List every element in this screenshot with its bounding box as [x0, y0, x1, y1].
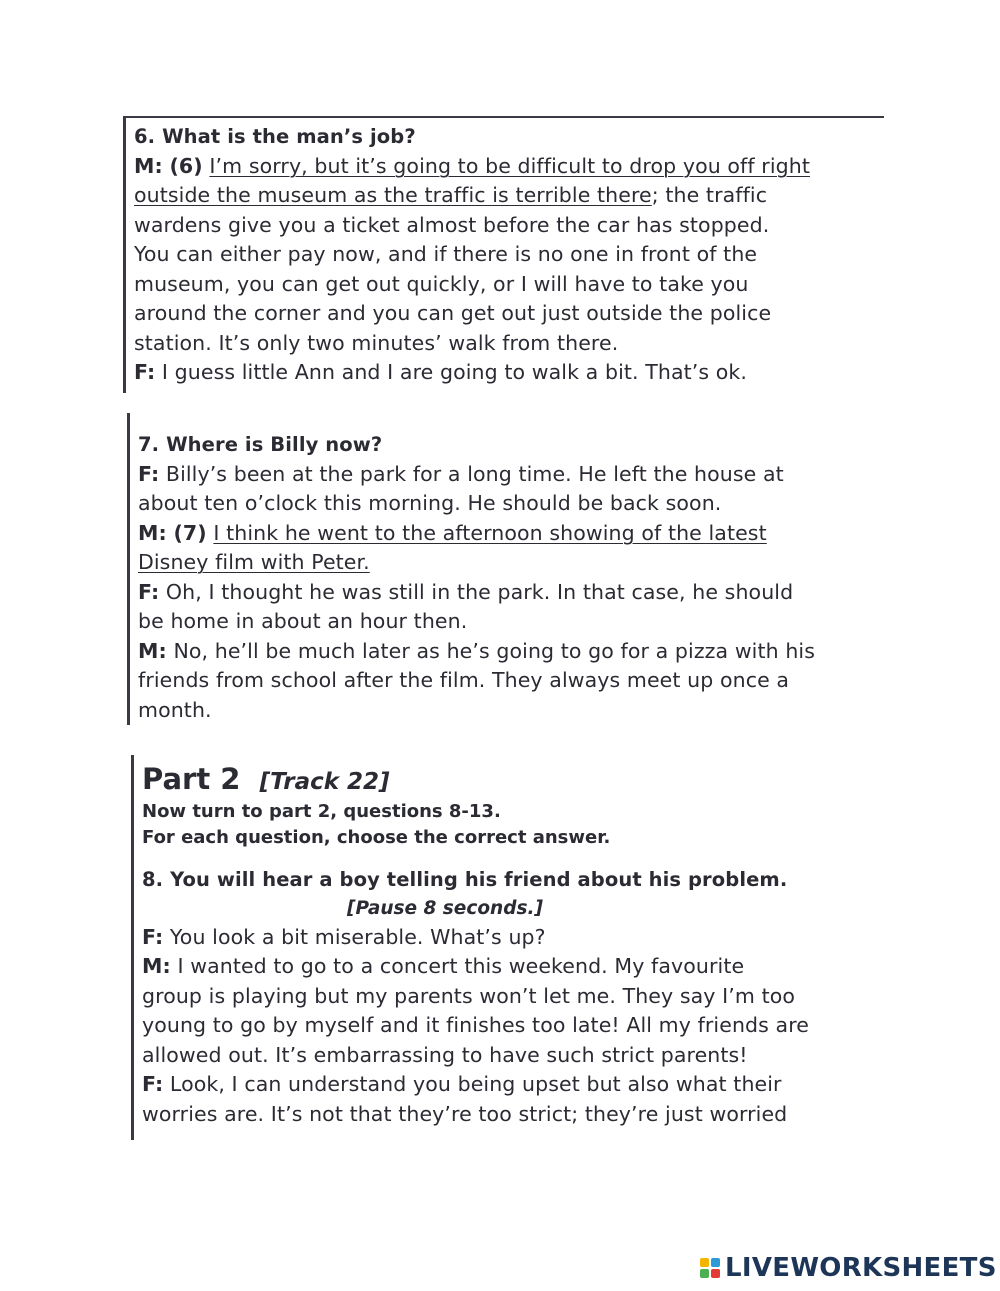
answer-underline: I think he went to the afternoon showing of the latest	[213, 520, 767, 545]
logo-text: LIVEWORKSHEETS	[725, 1253, 997, 1283]
transcript-line: F: You look a bit miserable. What’s up?	[142, 924, 546, 949]
instruction-line: Now turn to part 2, questions 8-13.	[142, 801, 501, 822]
transcript-line: about ten o’clock this morning. He should be back soon.	[138, 491, 722, 515]
transcript-line: outside the museum as the traffic is terrible there; the traffic	[134, 183, 768, 207]
transcript-line: M: (7) I think he went to the afternoon showing of the latest	[138, 520, 767, 545]
answer-underline: I’m sorry, but it’s going to be difficult to drop you off right	[209, 153, 810, 178]
transcript-line: around the corner and you can get out just outside the police	[134, 301, 772, 325]
transcript-line: young to go by myself and it finishes too late! All my friends are	[142, 1013, 809, 1037]
part-heading	[142, 759, 884, 799]
transcript-line: station. It’s only two minutes’ walk from there.	[134, 330, 619, 355]
part-2-box	[131, 755, 884, 1140]
transcript-line: M: No, he’ll be much later as he’s going to go for a pizza with his	[138, 638, 815, 663]
part-title: Part 2	[142, 762, 241, 796]
transcript-line: friends from school after the film. They always meet up once a	[138, 668, 790, 692]
question-6-heading: 6. What is the man’s job?	[134, 125, 416, 148]
transcript-line: F: I guess little Ann and I are going to walk a bit. That’s ok.	[134, 360, 747, 384]
transcript-line: wardens give you a ticket almost before the car has stopped.	[134, 212, 770, 237]
pause-note: [Pause 8 seconds.]	[347, 897, 543, 919]
logo-square	[711, 1258, 720, 1267]
transcript-line: M: I wanted to go to a concert this weekend. My favourite	[142, 954, 745, 978]
transcript-line	[138, 548, 880, 578]
transcript-line: F: Look, I can understand you being upset but also what their	[142, 1072, 782, 1096]
transcript-line: group is playing but my parents won’t let me. They say I’m too	[142, 983, 796, 1008]
logo-square	[700, 1258, 709, 1267]
track-label: [Track 22]	[259, 769, 390, 795]
logo-square	[700, 1269, 709, 1278]
transcript-line: month.	[138, 697, 212, 722]
transcript-line: M: (6) I’m sorry, but it’s going to be difficult to drop you off right	[134, 153, 810, 178]
logo-grid-icon	[700, 1258, 720, 1278]
logo-square	[711, 1269, 720, 1278]
transcript-line: be home in about an hour then.	[138, 609, 468, 633]
section-6-box	[123, 116, 884, 393]
answer-underline: outside the museum as the traffic is terrible there	[134, 183, 652, 207]
section-7-box	[127, 413, 880, 725]
transcript-line: museum, you can get out quickly, or I will have to take you	[134, 271, 749, 296]
liveworksheets-logo	[700, 1252, 997, 1284]
transcript-line: F: Billy’s been at the park for a long time. He left the house at	[138, 461, 784, 486]
question-7-heading: 7. Where is Billy now?	[138, 433, 383, 456]
transcript-line: worries are. It’s not that they’re too strict; they’re just worried	[142, 1101, 788, 1126]
answer-underline: Disney film with Peter.	[138, 550, 370, 574]
transcript-line: allowed out. It’s embarrassing to have such strict parents!	[142, 1042, 748, 1067]
transcript-line: You can either pay now, and if there is no one in front of the	[134, 242, 758, 266]
transcript-line: F: Oh, I thought he was still in the park. In that case, he should	[138, 579, 794, 604]
question-8-heading: 8. You will hear a boy telling his friend about his problem.	[142, 868, 788, 891]
instruction-line: For each question, choose the correct answer.	[142, 827, 611, 848]
